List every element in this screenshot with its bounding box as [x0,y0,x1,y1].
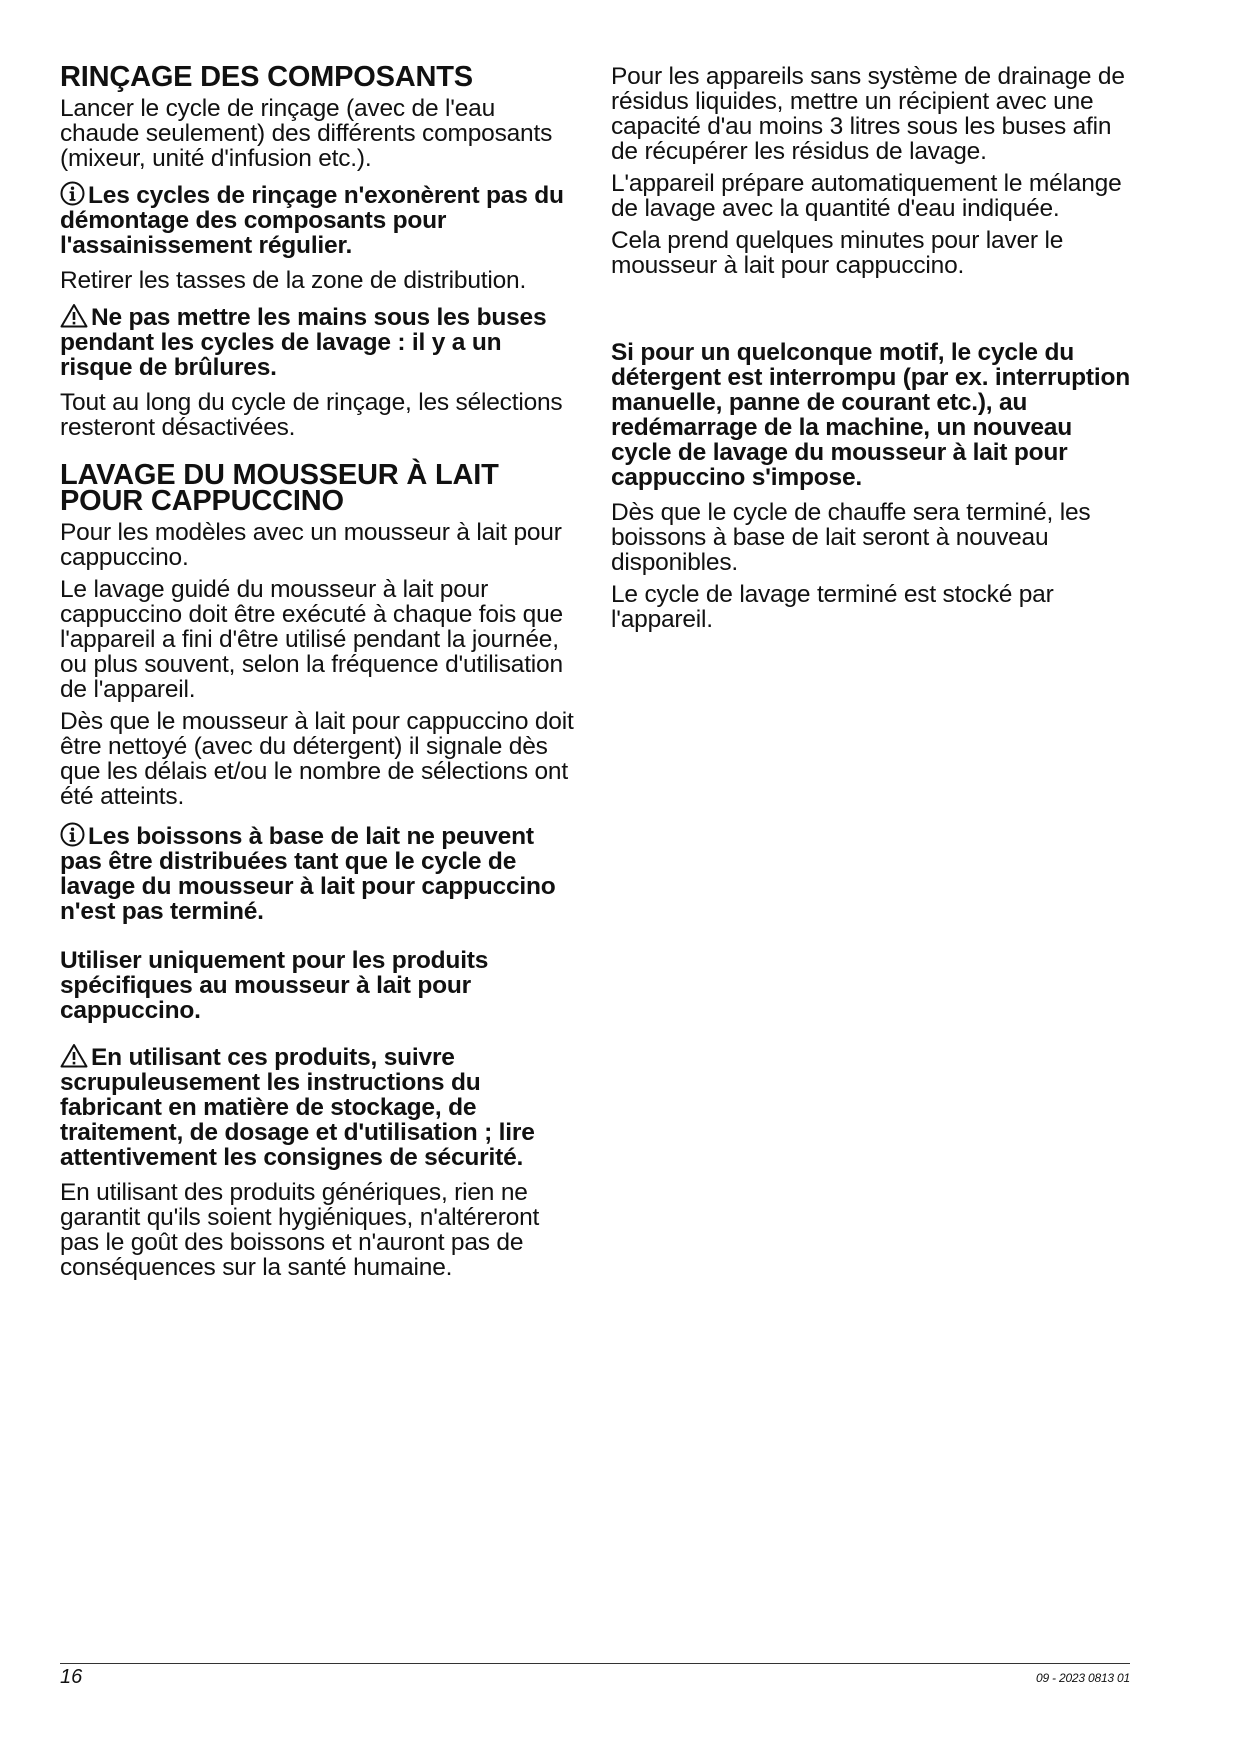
section-title-rincage: RINÇAGE DES COMPOSANTS [60,61,473,93]
document-code: 09 - 2023 0813 01 [1035,1671,1130,1685]
footer-divider [60,1663,1130,1664]
right-p1: Pour les appareils sans système de drainage de résidus liquides, mettre un récipient avec une capacité d'au moins 3 litres sous les buses afin de récupérer les résidus de lavage. [611,63,1125,165]
left-column [60,61,580,1281]
mousseur-p2: Le lavage guidé du mousseur à lait pour cappuccino doit être exécuté à chaque fois que l'appareil a fini d'être utilisé pendant la journée, ou plus souvent, selon la fréquence d'utilisation de l'appareil. [60,576,563,703]
mousseur-p1: Pour les modèles avec un mousseur à lait pour cappuccino. [60,519,562,571]
right-p3: Cela prend quelques minutes pour laver le mousseur à lait pour cappuccino. [611,227,1064,279]
rincage-warning-text: Ne pas mettre les mains sous les buses pendant les cycles de lavage : il y a un risque de brûlures. [60,304,547,381]
mousseur-info-text: Les boissons à base de lait ne peuvent pas être distribuées tant que le cycle de lavage du mousseur à lait pour cappuccino n'est pas terminé. [60,823,556,925]
mousseur-warning-note [60,1043,580,1170]
rincage-intro: Lancer le cycle de rinçage (avec de l'eau chaude seulement) des différents composants (mixeur, unité d'infusion etc.). [60,95,553,172]
rincage-info-note [60,181,580,258]
rincage-warning-note [60,303,580,380]
mousseur-p3: Dès que le mousseur à lait pour cappuccino doit être nettoyé (avec du détergent) il signale dès que les délais et/ou le nombre de sélections ont été atteints. [60,708,574,810]
right-bold-note: Si pour un quelconque motif, le cycle du détergent est interrompu (par ex. interruption manuelle, panne de courant etc.), au redémarrage de la machine, un nouveau cycle de lavage du mousseur à lait pour cappuccino s'impose. [611,339,1130,491]
remove-cups-text: Retirer les tasses de la zone de distribution. [60,267,527,294]
rincage-disabled-text: Tout au long du cycle de rinçage, les sélections resteront désactivées. [60,389,563,441]
warning-triangle-icon [60,303,88,328]
right-p4: Dès que le cycle de chauffe sera terminé, les boissons à base de lait seront à nouveau disponibles. [611,499,1091,576]
info-circle-icon [60,181,85,206]
section-title-lavage-mousseur: LAVAGE DU MOUSSEUR À LAIT POUR CAPPUCCINO [60,459,499,517]
mousseur-bold-note: Utiliser uniquement pour les produits spécifiques au mousseur à lait pour cappuccino. [60,947,489,1024]
right-p2: L'appareil prépare automatiquement le mélange de lavage avec la quantité d'eau indiquée. [611,170,1122,222]
right-column [611,64,1131,632]
rincage-info-text: Les cycles de rinçage n'exonèrent pas du démontage des composants pour l'assainissement régulier. [60,182,564,259]
right-p5: Le cycle de lavage terminé est stocké par l'appareil. [611,581,1054,633]
warning-triangle-icon [60,1043,88,1068]
page-number: 16 [60,1666,83,1688]
mousseur-p4: En utilisant des produits génériques, rien ne garantit qu'ils soient hygiéniques, n'altéreront pas le goût des boissons et n'auront pas de conséquences sur la santé humaine. [60,1179,540,1281]
info-circle-icon [60,822,85,847]
mousseur-info-note [60,822,580,924]
mousseur-warning-text: En utilisant ces produits, suivre scrupuleusement les instructions du fabricant en matière de stockage, de traitement, de dosage et d'utilisation ; lire attentivement les consignes de sécurité. [60,1044,535,1171]
